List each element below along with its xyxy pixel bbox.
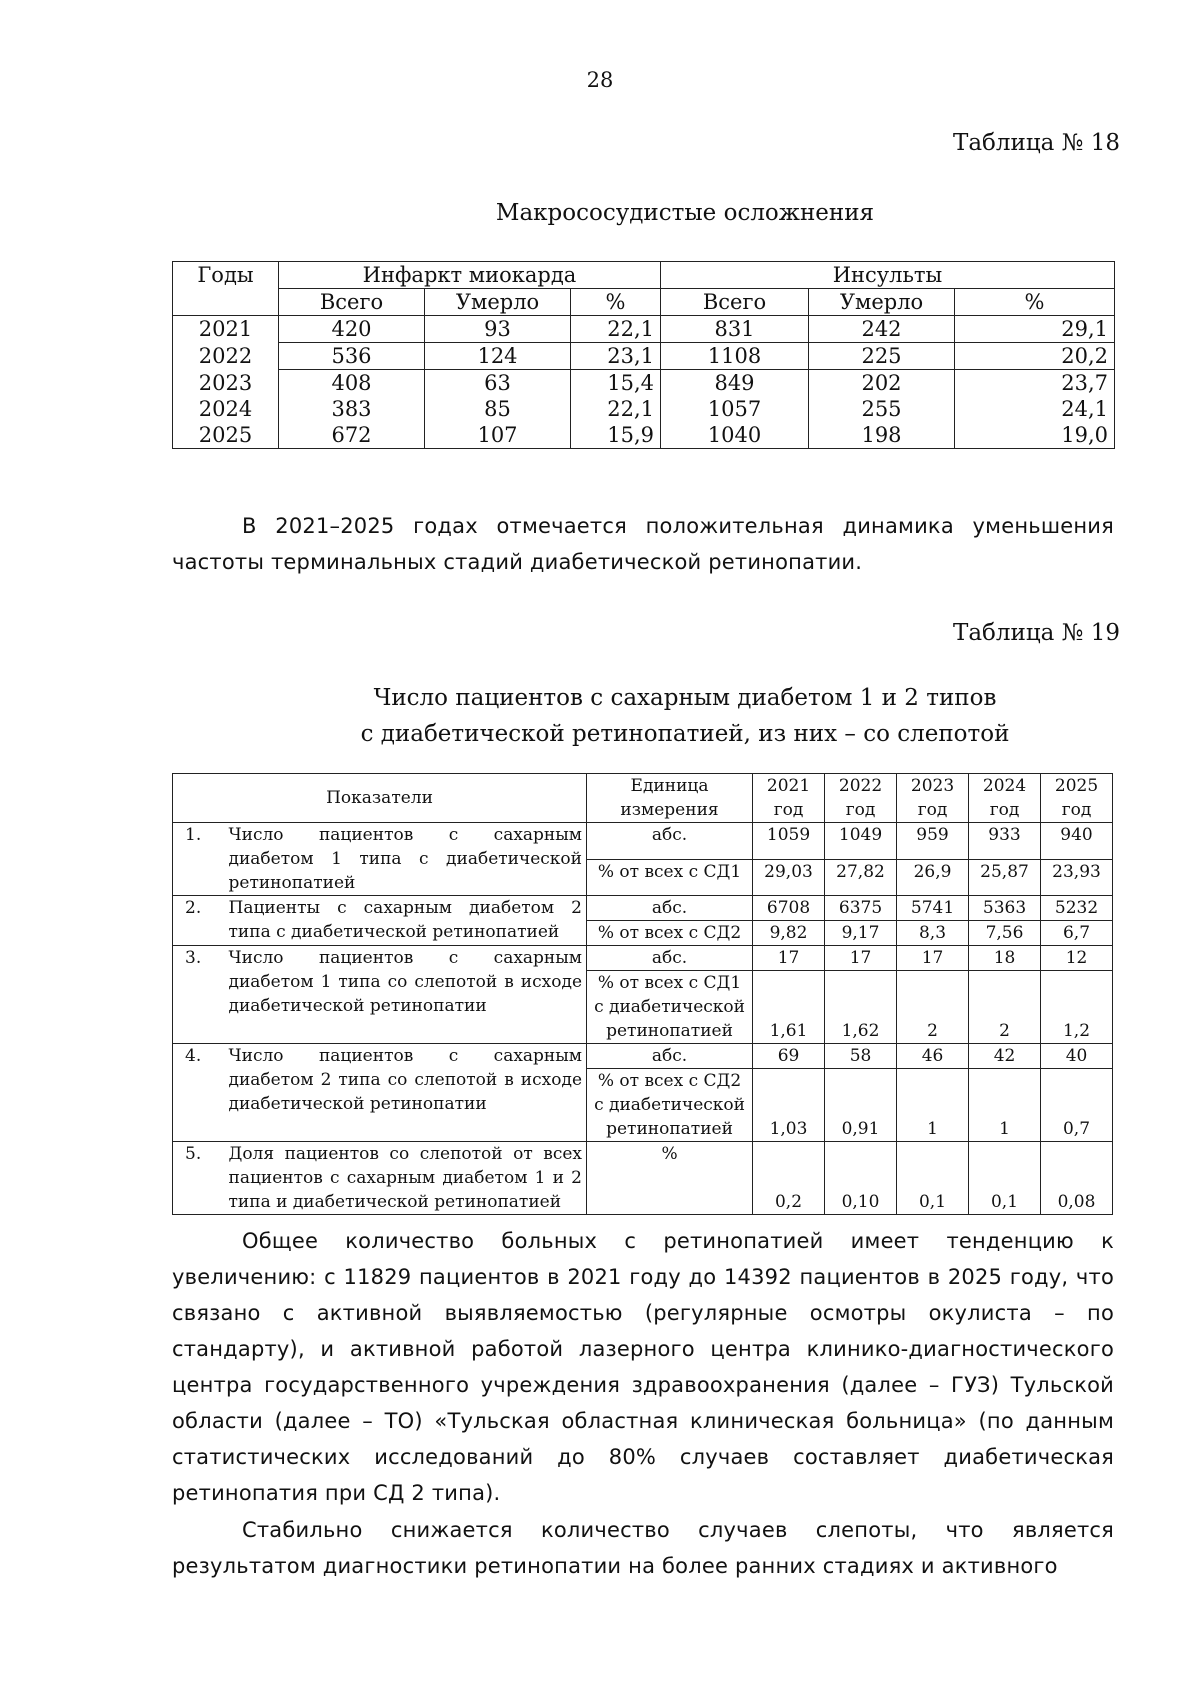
table-cell: 40 xyxy=(1041,1044,1113,1069)
table-cell: 27,82 xyxy=(825,859,897,896)
table-cell: 6375 xyxy=(825,896,897,921)
table-cell: 1 xyxy=(969,1069,1041,1142)
row-label: Пациенты с сахарным диабетом 2 типа с диабетической ретинопатией xyxy=(225,896,587,946)
years-header: Годы xyxy=(173,262,279,316)
table-cell: 58 xyxy=(825,1044,897,1069)
year-cell: 2024 xyxy=(173,396,279,422)
table18-group-header xyxy=(173,262,1115,289)
table-cell: 255 xyxy=(809,396,955,422)
died-header: Умерло xyxy=(809,289,955,316)
paragraph-blindness xyxy=(172,1512,1114,1584)
table-cell: 107 xyxy=(425,422,571,449)
table-cell: 124 xyxy=(425,343,571,370)
table-cell: 1057 xyxy=(661,396,809,422)
total-header: Всего xyxy=(279,289,425,316)
table-cell: 9,82 xyxy=(753,921,825,946)
table-cell: 5363 xyxy=(969,896,1041,921)
table-row xyxy=(173,823,1113,860)
table-cell: 1,61 xyxy=(753,971,825,1044)
table-cell: 5232 xyxy=(1041,896,1113,921)
table-cell: 198 xyxy=(809,422,955,449)
table-cell: 1,03 xyxy=(753,1069,825,1142)
table18-title: Макрососудистые осложнения xyxy=(495,200,875,226)
retinopathy-table xyxy=(172,773,1113,1215)
table-cell: 940 xyxy=(1041,823,1113,860)
paragraph-text: Стабильно снижается количество случаев слепоты, что является результатом диагностики ретинопатии на более ранних стадиях и активного xyxy=(172,1518,1114,1578)
year-cell: 2023 xyxy=(173,370,279,397)
unit-cell: % xyxy=(587,1142,753,1215)
table-cell: 0,10 xyxy=(825,1142,897,1215)
table-cell: 23,1 xyxy=(571,343,661,370)
table-cell: 1059 xyxy=(753,823,825,860)
table-cell: 383 xyxy=(279,396,425,422)
unit-cell: абс. xyxy=(587,896,753,921)
table-cell: 6708 xyxy=(753,896,825,921)
table-cell: 93 xyxy=(425,316,571,343)
table-cell: 202 xyxy=(809,370,955,397)
row-label: Доля пациентов со слепотой от всех пациентов с сахарным диабетом 1 и 2 типа и диабетической ретинопатией xyxy=(225,1142,587,1215)
table-row xyxy=(173,316,1115,343)
infarction-header: Инфаркт миокарда xyxy=(279,262,661,289)
table-cell: 0,08 xyxy=(1041,1142,1113,1215)
table-cell: 29,03 xyxy=(753,859,825,896)
row-label: Число пациентов с сахарным диабетом 1 типа со слепотой в исходе диабетической ретинопатии xyxy=(225,946,587,1044)
table-row xyxy=(173,1142,1113,1215)
table-cell: 0,2 xyxy=(753,1142,825,1215)
table18-caption: Таблица № 18 xyxy=(953,130,1120,156)
percent-header: % xyxy=(955,289,1115,316)
percent-header: % xyxy=(571,289,661,316)
table-cell: 42 xyxy=(969,1044,1041,1069)
unit-header: Единица измерения xyxy=(587,774,753,823)
indicators-header: Показатели xyxy=(173,774,587,823)
table-row xyxy=(173,343,1115,370)
unit-cell: % от всех с СД2 с диабетической ретинопатией xyxy=(587,1069,753,1142)
table-cell: 69 xyxy=(753,1044,825,1069)
table-cell: 7,56 xyxy=(969,921,1041,946)
table19-title-line2: с диабетической ретинопатией, из них – со слепотой xyxy=(360,721,1010,747)
table-cell: 6,7 xyxy=(1041,921,1113,946)
stroke-header: Инсульты xyxy=(661,262,1115,289)
paragraph-text: В 2021–2025 годах отмечается положительная динамика уменьшения частоты терминальных стадий диабетической ретинопатии. xyxy=(172,514,1114,574)
year-header: 2021 год xyxy=(753,774,825,823)
year-cell: 2025 xyxy=(173,422,279,449)
table-cell: 26,9 xyxy=(897,859,969,896)
table-cell: 23,93 xyxy=(1041,859,1113,896)
table-row xyxy=(173,422,1115,449)
table-cell: 85 xyxy=(425,396,571,422)
year-header: 2023 год xyxy=(897,774,969,823)
table-cell: 831 xyxy=(661,316,809,343)
table-cell: 29,1 xyxy=(955,316,1115,343)
table-row xyxy=(173,1044,1113,1069)
row-number: 4. xyxy=(173,1044,225,1142)
table-cell: 63 xyxy=(425,370,571,397)
table-cell: 2 xyxy=(969,971,1041,1044)
row-number: 5. xyxy=(173,1142,225,1215)
table-cell: 19,0 xyxy=(955,422,1115,449)
table-cell: 8,3 xyxy=(897,921,969,946)
table-row xyxy=(173,946,1113,971)
table-cell: 408 xyxy=(279,370,425,397)
row-number: 3. xyxy=(173,946,225,1044)
unit-cell: % от всех с СД1 xyxy=(587,859,753,896)
table-cell: 1,2 xyxy=(1041,971,1113,1044)
year-header: 2025 год xyxy=(1041,774,1113,823)
table-cell: 24,1 xyxy=(955,396,1115,422)
table-cell: 9,17 xyxy=(825,921,897,946)
unit-cell: % от всех с СД1 с диабетической ретинопатией xyxy=(587,971,753,1044)
table-row xyxy=(173,396,1115,422)
table-cell: 2 xyxy=(897,971,969,1044)
paragraph-text: Общее количество больных с ретинопатией имеет тенденцию к увеличению: с 11829 пациентов в 2021 году до 14392 пациентов в 2025 году, что связано с активной выявляемостью (регулярные осмотры окулиста – по стандарту), и активной работой лазерного центра клинико-диагностического центра государственного учреждения здравоохранения (далее – ГУЗ) Тульской области (далее – ТО) «Тульская областная клиническая больница» (по данным статистических исследований до 80% случаев составляет диабетическая ретинопатия при СД 2 типа). xyxy=(172,1229,1114,1505)
page-number: 28 xyxy=(586,68,614,92)
table-cell: 672 xyxy=(279,422,425,449)
table-cell: 933 xyxy=(969,823,1041,860)
year-header: 2024 год xyxy=(969,774,1041,823)
table-cell: 536 xyxy=(279,343,425,370)
table-cell: 242 xyxy=(809,316,955,343)
unit-cell: % от всех с СД2 xyxy=(587,921,753,946)
unit-cell: абс. xyxy=(587,1044,753,1069)
died-header: Умерло xyxy=(425,289,571,316)
table-cell: 22,1 xyxy=(571,316,661,343)
year-cell: 2021 xyxy=(173,316,279,343)
paragraph-retinopathy-total xyxy=(172,1223,1114,1511)
table-cell: 1 xyxy=(897,1069,969,1142)
paragraph-retinopathy-dynamics xyxy=(172,508,1114,580)
table-cell: 17 xyxy=(897,946,969,971)
macrovascular-table xyxy=(172,261,1115,449)
year-header: 2022 год xyxy=(825,774,897,823)
table-cell: 15,9 xyxy=(571,422,661,449)
total-header: Всего xyxy=(661,289,809,316)
table-cell: 22,1 xyxy=(571,396,661,422)
table-cell: 17 xyxy=(825,946,897,971)
table-row xyxy=(173,370,1115,397)
table-cell: 0,7 xyxy=(1041,1069,1113,1142)
table-cell: 12 xyxy=(1041,946,1113,971)
table-cell: 420 xyxy=(279,316,425,343)
table19-header xyxy=(173,774,1113,823)
row-number: 1. xyxy=(173,823,225,896)
unit-cell: абс. xyxy=(587,823,753,860)
table-cell: 20,2 xyxy=(955,343,1115,370)
table-cell: 18 xyxy=(969,946,1041,971)
table-cell: 23,7 xyxy=(955,370,1115,397)
table-cell: 849 xyxy=(661,370,809,397)
table-cell: 15,4 xyxy=(571,370,661,397)
row-number: 2. xyxy=(173,896,225,946)
table19-title-line1: Число пациентов с сахарным диабетом 1 и 2 типов xyxy=(373,685,997,711)
row-label: Число пациентов с сахарным диабетом 1 типа с диабетической ретинопатией xyxy=(225,823,587,896)
table19-caption: Таблица № 19 xyxy=(953,620,1120,646)
table-cell: 46 xyxy=(897,1044,969,1069)
table-cell: 0,1 xyxy=(969,1142,1041,1215)
unit-cell: абс. xyxy=(587,946,753,971)
table-cell: 1040 xyxy=(661,422,809,449)
table-cell: 5741 xyxy=(897,896,969,921)
table-cell: 1049 xyxy=(825,823,897,860)
table-row xyxy=(173,896,1113,921)
table-cell: 225 xyxy=(809,343,955,370)
table-cell: 0,91 xyxy=(825,1069,897,1142)
table-cell: 0,1 xyxy=(897,1142,969,1215)
table-cell: 1108 xyxy=(661,343,809,370)
year-cell: 2022 xyxy=(173,343,279,370)
table-cell: 1,62 xyxy=(825,971,897,1044)
table-cell: 17 xyxy=(753,946,825,971)
row-label: Число пациентов с сахарным диабетом 2 типа со слепотой в исходе диабетической ретинопатии xyxy=(225,1044,587,1142)
table-cell: 25,87 xyxy=(969,859,1041,896)
table-cell: 959 xyxy=(897,823,969,860)
table18-sub-header xyxy=(173,289,1115,316)
